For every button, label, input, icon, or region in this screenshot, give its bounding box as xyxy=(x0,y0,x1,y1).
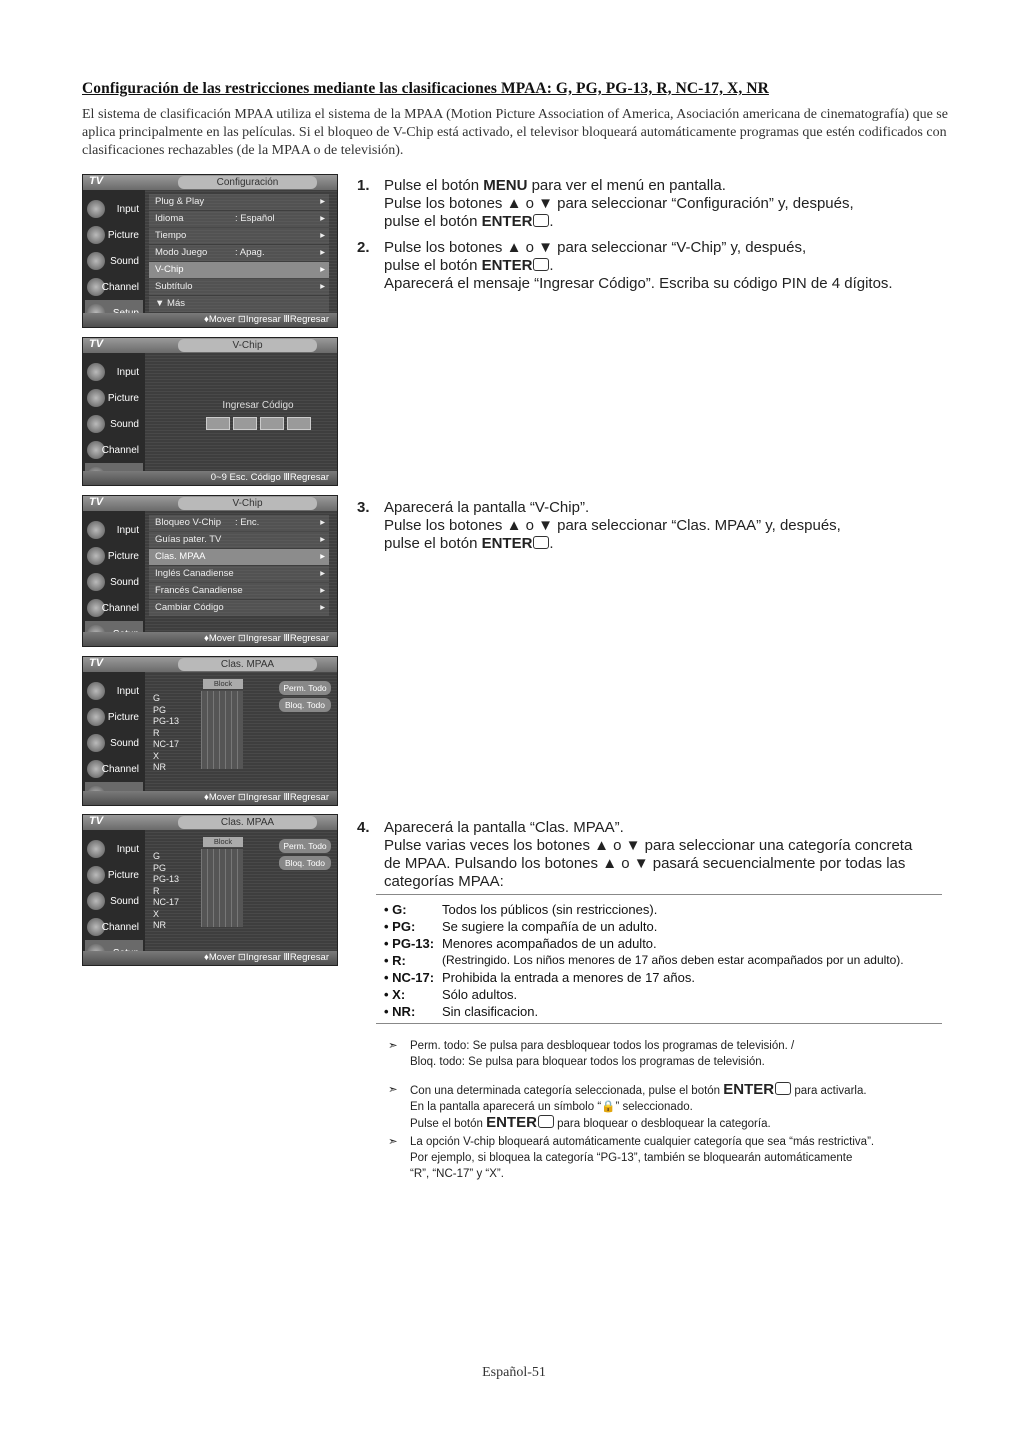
screen-topbar xyxy=(83,175,337,190)
screen-title: Clas. MPAA xyxy=(178,816,317,829)
enter-icon xyxy=(775,1082,791,1095)
input-icon xyxy=(87,840,105,858)
arrow-right-icon: ▸ xyxy=(320,281,325,292)
picture-icon xyxy=(87,389,105,407)
picture-icon xyxy=(87,866,105,884)
side-menu: Input Picture Sound Channel xyxy=(83,672,145,791)
sound-icon xyxy=(87,252,105,270)
perm-todo-button: Perm. Todo xyxy=(279,839,331,853)
table-row: • R: (Restringido. Los niños menores de 17 años deben estar acompañados por un adulto). xyxy=(384,953,904,968)
arrow-right-icon: ▸ xyxy=(320,517,325,528)
side-menu: Input Picture Sound Channel xyxy=(83,353,145,471)
menu-item: Plug & Play ▸ xyxy=(149,194,329,210)
table-row: • NR: Sin clasificacion. xyxy=(384,1004,539,1019)
setup-menu xyxy=(149,194,329,313)
menu-item: Modo Juego : Apag. ▸ xyxy=(149,245,329,261)
screenshot-clas-mpaa-2 xyxy=(82,814,338,966)
code-entry xyxy=(203,400,313,430)
screen-footer: ♦Mover ⊡Ingresar ⅢRegresar xyxy=(83,951,337,965)
tv-label: TV xyxy=(89,657,104,669)
perm-todo-button: Perm. Todo xyxy=(279,681,331,695)
menu-item: Idioma : Español ▸ xyxy=(149,211,329,227)
arrow-right-icon: ▸ xyxy=(320,247,325,258)
note-3: ➣ La opción V-chip bloqueará automáticamente cualquier categoría que sea “más restrictiva”. Por ejemplo, si bloquea la categoría “PG-13”, también se bloquearán automáticamente “R”, “NC-17” y “X”. xyxy=(388,1136,875,1180)
arrow-right-icon: ▸ xyxy=(320,568,325,579)
side-picture: Picture xyxy=(85,222,143,248)
code-prompt: Ingresar Código xyxy=(222,400,294,411)
block-header: Block xyxy=(203,679,243,689)
tv-label: TV xyxy=(89,815,104,827)
input-icon xyxy=(87,682,105,700)
arrow-right-icon: ▸ xyxy=(320,551,325,562)
arrow-right-icon: ▸ xyxy=(320,264,325,275)
screenshot-vchip-menu xyxy=(82,495,338,647)
sound-icon xyxy=(87,734,105,752)
input-icon xyxy=(87,200,105,218)
arrow-right-icon: ▸ xyxy=(320,534,325,545)
screen-footer: ♦Mover ⊡Ingresar ⅢRegresar xyxy=(83,313,337,327)
screen-title: Clas. MPAA xyxy=(178,658,317,671)
note-2: ➣ Con una determinada categoría seleccionada, pulse el botón ENTER para activarla. En la pantalla aparecerá un símbolo “🔒” seleccionado. Pulse el botón ENTER para bloquear o desbloquear la categoría. xyxy=(388,1081,867,1131)
screen-footer: ♦Mover ⊡Ingresar ⅢRegresar xyxy=(83,632,337,646)
menu-item: ▼ Más xyxy=(149,296,329,312)
menu-item: Subtítulo ▸ xyxy=(149,279,329,295)
input-icon xyxy=(87,521,105,539)
enter-icon xyxy=(533,214,549,227)
note-1: ➣ Perm. todo: Se pulsa para desbloquear todos los programas de televisión. / Bloq. todo: Se pulsa para bloquear todos los programas de televisión. xyxy=(388,1040,795,1068)
screen-footer: 0~9 Esc. Código ⅢRegresar xyxy=(83,471,337,485)
screenshot-clas-mpaa-1 xyxy=(82,656,338,806)
table-row: • G: Todos los públicos (sin restricciones). xyxy=(384,902,658,917)
screen-footer: ♦Mover ⊡Ingresar ⅢRegresar xyxy=(83,791,337,805)
tv-label: TV xyxy=(89,496,104,508)
side-menu: Input Picture Sound Channel xyxy=(83,830,145,951)
step-4: 4. Aparecerá la pantalla “Clas. MPAA”. Pulse varias veces los botones ▲ o ▼ para seleccionar una categoría concreta de MPAA. Pulsando los botones ▲ o ▼ pasará secuencialmente por todas las categorías MPAA: xyxy=(357,819,913,890)
table-row: • PG: Se sugiere la compañía de un adulto. xyxy=(384,919,658,934)
step-3: 3. Aparecerá la pantalla “V-Chip”. Pulse los botones ▲ o ▼ para seleccionar “Clas. MPAA” y, después, pulse el botón ENTER . xyxy=(357,499,841,552)
picture-icon xyxy=(87,226,105,244)
enter-icon xyxy=(533,536,549,549)
arrow-right-icon: ▸ xyxy=(320,230,325,241)
vchip-menu: Bloqueo V-Chip : Enc. ▸ Guías pater. TV ▸ Clas. MPAA ▸ Inglés Canadiense ▸ Francés Canadiense ▸ Cambiar Código ▸ xyxy=(149,515,329,617)
bloq-todo-button: Bloq. Todo xyxy=(279,856,331,870)
rating-grid xyxy=(201,849,243,927)
mpaa-category-table xyxy=(376,894,942,1024)
rating-grid xyxy=(201,691,243,769)
side-channel: Channel xyxy=(85,274,143,300)
table-row: • NC-17: Prohibida la entrada a menores de 17 años. xyxy=(384,970,695,985)
note-arrow-icon: ➣ xyxy=(388,1084,398,1096)
side-sound: Sound xyxy=(85,248,143,274)
screen-title: V-Chip xyxy=(178,497,317,510)
side-menu xyxy=(83,190,145,313)
tv-label: TV xyxy=(89,338,104,350)
screen-title: Configuración xyxy=(178,176,317,189)
sound-icon xyxy=(87,415,105,433)
step-2: 2. Pulse los botones ▲ o ▼ para seleccionar “V-Chip” y, después, pulse el botón ENTER . Aparecerá el mensaje “Ingresar Código”. Escriba su código PIN de 4 dígitos. xyxy=(357,239,893,292)
page-number: Español-51 xyxy=(482,1365,546,1380)
picture-icon xyxy=(87,708,105,726)
rating-list: G PG PG-13 R NC-17 X NR xyxy=(153,851,180,930)
arrow-right-icon: ▸ xyxy=(320,602,325,613)
rating-list: G PG PG-13 R NC-17 X NR xyxy=(153,693,180,772)
screenshot-configuracion xyxy=(82,174,338,328)
bloq-todo-button: Bloq. Todo xyxy=(279,698,331,712)
menu-item-selected: Clas. MPAA ▸ xyxy=(149,549,329,565)
menu-item: Tiempo ▸ xyxy=(149,228,329,244)
note-arrow-icon: ➣ xyxy=(388,1040,398,1052)
code-fields xyxy=(203,417,313,430)
sound-icon xyxy=(87,892,105,910)
page-title: Configuración de las restricciones mediante las clasificaciones MPAA: G, PG, PG-13, R, NC-17, X, NR xyxy=(82,80,769,97)
arrow-right-icon: ▸ xyxy=(320,585,325,596)
intro-paragraph: El sistema de clasificación MPAA utiliza el sistema de la MPAA (Motion Picture Association of America, Asociación americana de cinematografía) que se aplica principalmente en las películas. Si el bloqueo de V-Chip está activado, el televisor bloqueará automáticamente programas que estén codificados con clasificaciones rechazables (de la MPAA o de televisión). xyxy=(82,107,948,158)
menu-item-selected: V-Chip ▸ xyxy=(149,262,329,278)
side-menu: Input Picture Sound Channel xyxy=(83,511,145,632)
arrow-right-icon: ▸ xyxy=(320,213,325,224)
table-row: • PG-13: Menores acompañados de un adulto. xyxy=(384,936,657,951)
tv-label: TV xyxy=(89,175,104,187)
sound-icon xyxy=(87,573,105,591)
input-icon xyxy=(87,363,105,381)
enter-icon xyxy=(533,258,549,271)
side-input: Input xyxy=(85,196,143,222)
table-row: • X: Sólo adultos. xyxy=(384,987,518,1002)
note-arrow-icon: ➣ xyxy=(388,1136,398,1148)
enter-icon xyxy=(538,1115,554,1128)
step-1: 1. Pulse el botón MENU para ver el menú en pantalla. Pulse los botones ▲ o ▼ para seleccionar “Configuración” y, después, pulse el botón ENTER . xyxy=(357,177,854,230)
screenshot-vchip-code xyxy=(82,337,338,486)
picture-icon xyxy=(87,547,105,565)
block-header: Block xyxy=(203,837,243,847)
screen-title: V-Chip xyxy=(178,339,317,352)
arrow-right-icon: ▸ xyxy=(320,196,325,207)
